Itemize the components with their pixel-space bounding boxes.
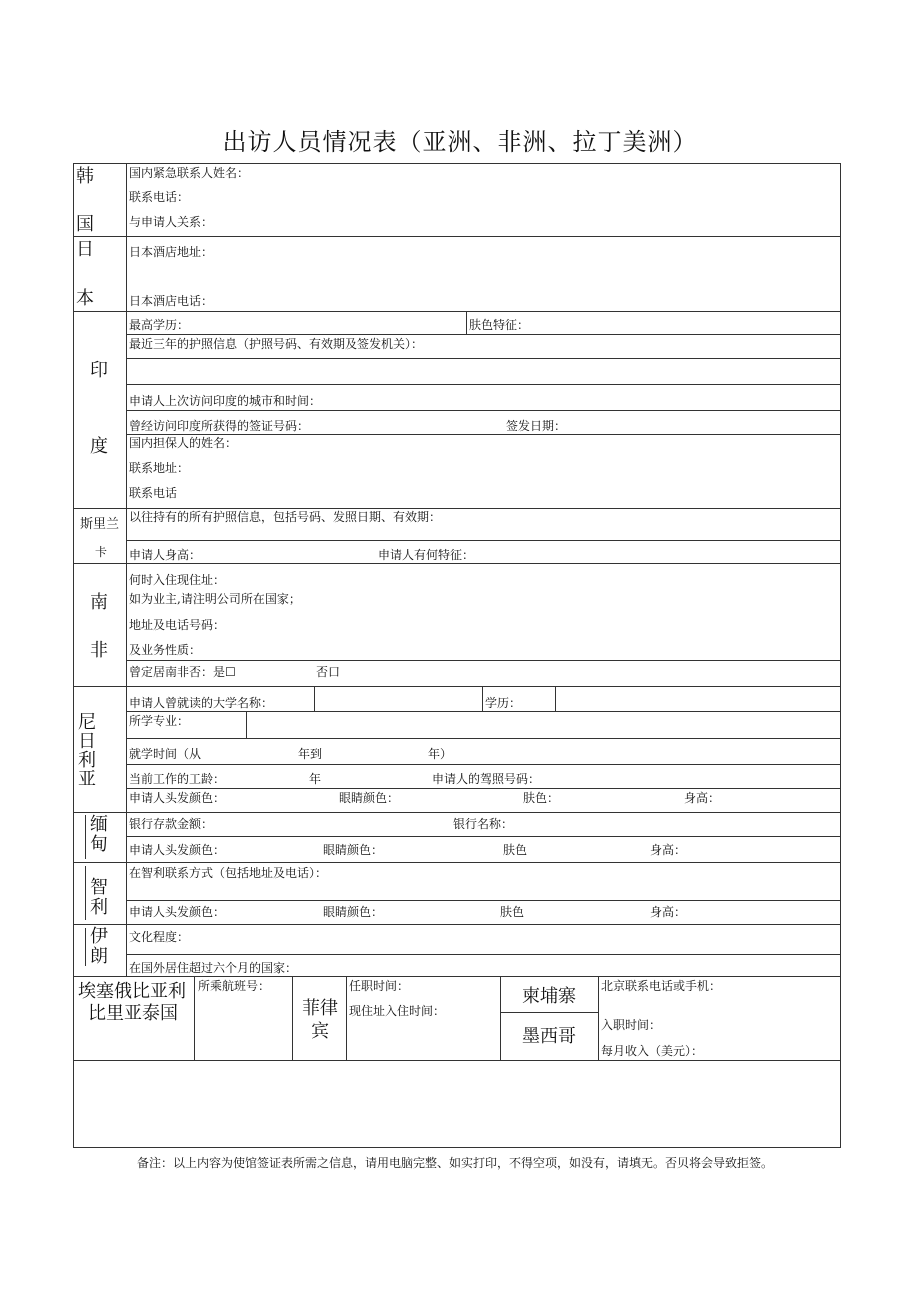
work-age-year-unit: 年 — [309, 772, 322, 786]
page-title: 出访人员情况表（亚洲、非洲、拉丁美洲） — [222, 128, 698, 156]
divider — [73, 924, 841, 925]
lived-before-no-checkbox[interactable]: 否口 — [316, 665, 341, 679]
divider — [73, 812, 841, 813]
divider — [126, 334, 841, 335]
divider — [126, 711, 841, 712]
country-label-mexico: 墨西哥 — [522, 1026, 576, 1047]
height-field[interactable]: 身高： — [650, 843, 687, 857]
divider — [126, 900, 841, 901]
divider — [126, 836, 841, 837]
divider — [246, 711, 247, 738]
divider — [500, 976, 501, 1060]
eye-color-field[interactable]: 眼睛颜色： — [339, 791, 400, 805]
visa-number-field[interactable]: 曾经访问印度所获得的签证号码： — [129, 419, 310, 433]
eye-color-field[interactable]: 眼睛颜色： — [323, 905, 384, 919]
university-field[interactable]: 申请人曾就读的大学名称： — [129, 696, 274, 710]
chile-contact-field[interactable]: 在智利联系方式（包括地址及电话）： — [129, 866, 328, 880]
divider — [466, 311, 467, 334]
features-field[interactable]: 申请人有何特征： — [378, 548, 475, 562]
beijing-phone-field[interactable]: 北京联系电话或手机： — [601, 979, 722, 993]
issue-date-field[interactable]: 签发日期： — [506, 419, 567, 433]
country-label-japan: 日 — [76, 239, 94, 260]
footer-note: 备注：以上内容为使馆签证表所需之信息，请用电脑完整、如实打印，不得空项，如没有，请填无。否贝将会导致拒签。 — [137, 1156, 774, 1170]
divider — [346, 976, 347, 1060]
divider — [126, 358, 841, 359]
divider — [126, 660, 841, 661]
skin-field[interactable]: 肤色 — [503, 843, 528, 857]
divider — [500, 1012, 598, 1013]
hair-color-field[interactable]: 申请人头发颜色： — [129, 791, 226, 805]
country-label-srilanka: 卡 — [95, 545, 108, 559]
study-time-year-end: 年） — [428, 747, 453, 761]
country-label-liberia-thailand: 比里亚泰国 — [88, 1003, 178, 1024]
divider — [85, 815, 86, 859]
degree-field[interactable]: 学历： — [485, 696, 522, 710]
major-field[interactable]: 所学专业： — [129, 714, 190, 728]
country-label-chile: 利 — [90, 897, 108, 918]
height-field[interactable]: 身高： — [684, 791, 721, 805]
country-label-cambodia: 柬埔寨 — [522, 986, 576, 1007]
contact-address-field[interactable]: 联系地址： — [129, 461, 190, 475]
country-label-nigeria: 日 — [78, 731, 96, 752]
skin-field[interactable]: 肤色： — [523, 791, 560, 805]
divider — [73, 508, 841, 509]
divider — [126, 163, 127, 976]
height-field[interactable]: 申请人身高： — [129, 548, 202, 562]
passport-info-field[interactable]: 最近三年的护照信息（护照号码、有效期及签发机关）： — [129, 337, 424, 351]
divider — [194, 976, 195, 1060]
country-label-nigeria: 亚 — [78, 769, 96, 790]
divider — [126, 434, 841, 435]
country-label-korea: 国 — [76, 214, 94, 235]
eye-color-field[interactable]: 眼睛颜色： — [323, 843, 384, 857]
country-label-india: 印 — [90, 360, 108, 381]
join-time-field[interactable]: 入职时间： — [601, 1018, 662, 1032]
country-label-ethiopia: 埃塞俄比亚利 — [78, 981, 186, 1002]
country-label-iran: 伊 — [90, 926, 108, 947]
monthly-income-field[interactable]: 每月收入（美元）： — [601, 1044, 704, 1058]
country-label-chile: 智 — [90, 877, 108, 898]
last-visit-field[interactable]: 申请人上次访问印度的城市和时间： — [129, 394, 322, 408]
divider — [73, 1060, 841, 1061]
divider — [292, 976, 293, 1060]
country-label-india: 度 — [90, 436, 108, 457]
guarantor-name-field[interactable]: 国内担保人的姓名： — [129, 436, 238, 450]
business-nature-field[interactable]: 及业务性质： — [129, 643, 202, 657]
country-label-iran: 朗 — [90, 946, 108, 967]
passports-history-field[interactable]: 以往持有的所有护照信息，包括号码、发照日期、有效期： — [129, 510, 442, 524]
country-label-myanmar: 缅 — [90, 814, 108, 835]
skin-color-field[interactable]: 肤色特征： — [469, 318, 530, 332]
abroad-countries-field[interactable]: 在国外居住超过六个月的国家： — [129, 961, 298, 975]
country-label-srilanka: 斯里兰 — [80, 517, 120, 532]
divider — [126, 788, 841, 789]
country-label-nigeria: 尼 — [78, 712, 96, 733]
divider — [126, 954, 841, 955]
bank-name-field[interactable]: 银行名称： — [453, 817, 514, 831]
country-label-myanmar: 甸 — [90, 834, 108, 855]
divider — [73, 686, 841, 687]
country-label-japan: 本 — [76, 288, 94, 309]
hair-color-field[interactable]: 申请人头发颜色： — [129, 905, 226, 919]
license-field[interactable]: 申请人的驾照号码： — [432, 772, 541, 786]
divider — [482, 686, 483, 711]
divider — [73, 976, 841, 977]
country-label-southafrica: 南 — [90, 592, 108, 613]
divider — [85, 928, 86, 966]
lived-before-yes-checkbox[interactable]: 曾定居南非否：是☐ — [129, 665, 236, 679]
country-label-korea: 韩 — [76, 166, 94, 187]
divider — [126, 410, 841, 411]
contact-phone-field[interactable]: 联系电话 — [129, 486, 178, 500]
country-label-philippines: 宾 — [311, 1021, 329, 1042]
education-level-field[interactable]: 文化程度： — [129, 930, 190, 944]
divider — [73, 563, 841, 564]
country-label-philippines: 菲律 — [302, 998, 338, 1019]
divider — [555, 686, 556, 711]
address-phone-field[interactable]: 地址及电话号码： — [129, 618, 226, 632]
height-field[interactable]: 身高： — [650, 905, 687, 919]
move-in-time-field[interactable]: 现住址入住时间： — [349, 1004, 446, 1018]
education-field[interactable]: 最高学历： — [129, 318, 190, 332]
divider — [126, 384, 841, 385]
emergency-contact-name-field[interactable]: 国内紧急联系人姓名： — [129, 166, 250, 180]
divider — [314, 686, 315, 711]
divider — [126, 738, 841, 739]
hotel-phone-field[interactable]: 日本酒店电话： — [129, 294, 214, 308]
owner-note-field[interactable]: 如为业主,请注明公司所在国家； — [129, 592, 301, 606]
move-in-field[interactable]: 何时入住现住址： — [129, 573, 226, 587]
divider — [85, 866, 86, 920]
job-time-field[interactable]: 任职时间： — [349, 979, 410, 993]
country-label-nigeria: 利 — [78, 750, 96, 771]
phone-field[interactable]: 联系电话： — [129, 190, 190, 204]
country-label-southafrica: 非 — [90, 640, 108, 661]
divider — [598, 976, 599, 1060]
divider — [73, 236, 841, 237]
divider — [126, 764, 841, 765]
divider — [73, 311, 841, 312]
relation-field[interactable]: 与申请人关系： — [129, 215, 214, 229]
divider — [73, 862, 841, 863]
study-time-field[interactable]: 就学时间（从 — [129, 747, 202, 761]
work-age-field[interactable]: 当前工作的工龄： — [129, 772, 226, 786]
divider — [126, 540, 841, 541]
skin-field[interactable]: 肤色 — [500, 905, 525, 919]
hair-color-field[interactable]: 申请人头发颜色： — [129, 843, 226, 857]
flight-number-field[interactable]: 所乘航班号： — [198, 979, 271, 993]
hotel-address-field[interactable]: 日本酒店地址： — [129, 245, 214, 259]
study-time-year-to: 年到 — [298, 747, 323, 761]
deposit-field[interactable]: 银行存款金额： — [129, 817, 214, 831]
